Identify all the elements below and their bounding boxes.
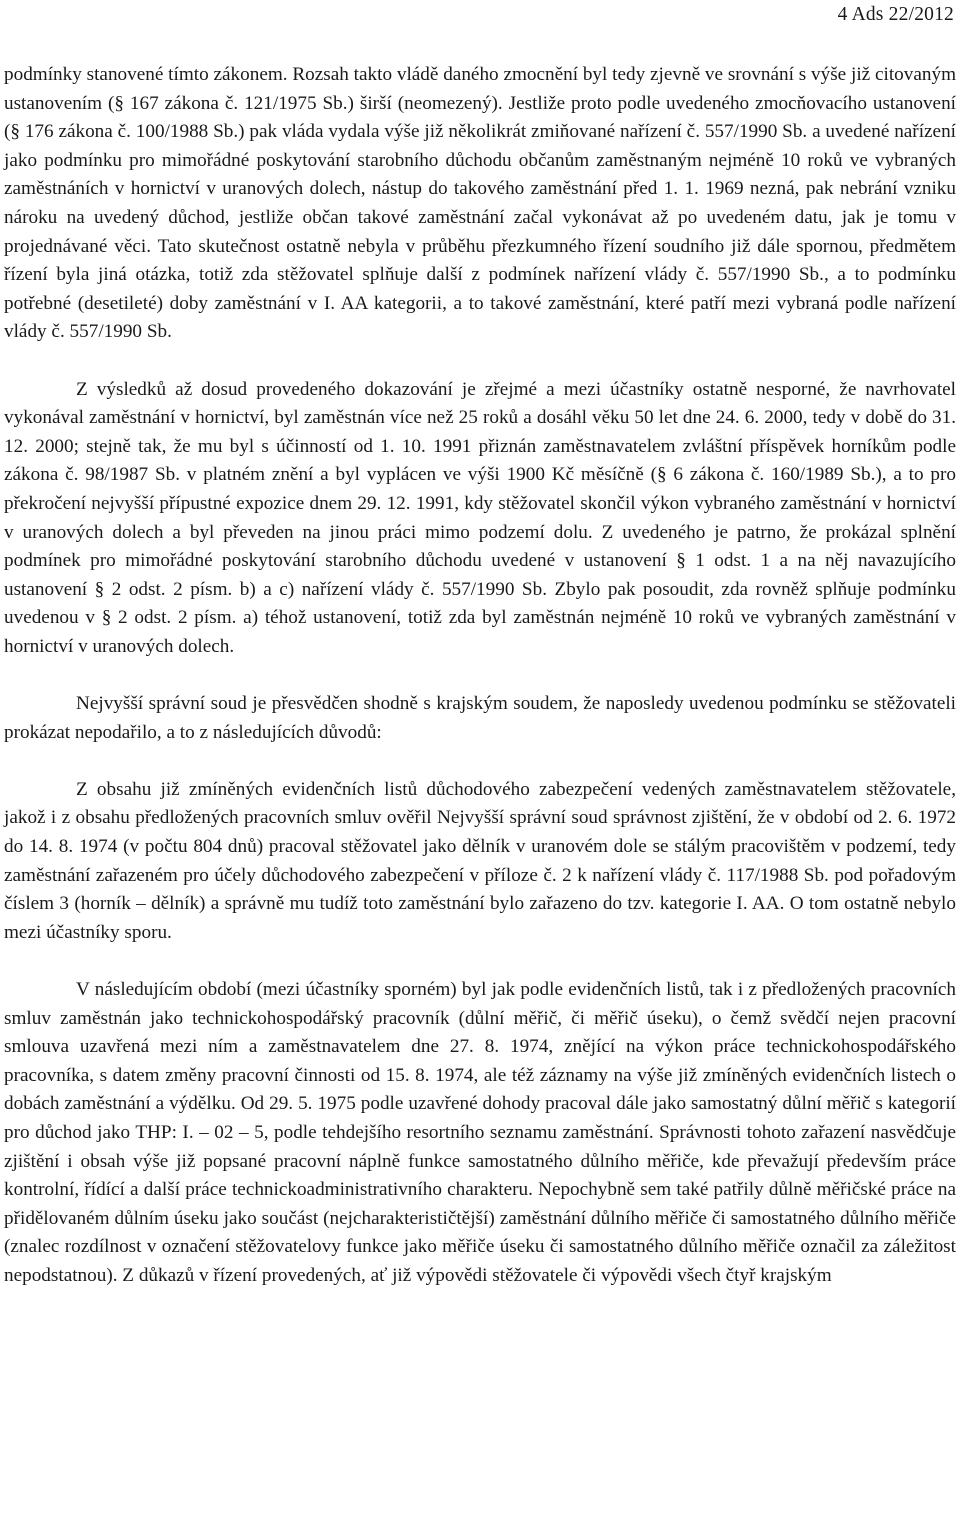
document-body <box>4 61 956 1291</box>
paragraph-employment-records: Z obsahu již zmíněných evidenčních listů důchodového zabezpečení vedených zaměstnavatelem stěžovatele, jakož i z obsahu předložených pracovních smluv ověřil Nejvyšší správní soud správnost zjištění, že v období od 2. 6. 1972 do 14. 8. 1974 (v počtu 804 dnů) pracoval stěžovatel jako dělník v uranovém dole se stálým pracovištěm v podzemí, tedy zaměstnání zařazeném pro účely důchodového zabezpečení v příloze č. 2 k nařízení vlády č. 117/1988 Sb. pod pořadovým číslem 3 (horník – dělník) a správně mu tudíž toto zaměstnání bylo zařazeno do tzv. kategorie I. AA. O tom ostatně nebylo mezi účastníky sporu. <box>4 778 956 943</box>
paragraph-evidence-findings: Z výsledků až dosud provedeného dokazování je zřejmé a mezi účastníky ostatně nesporné, že navrhovatel vykonával zaměstnání v hornictví, byl zaměstnán více než 25 roků a dosáhl věku 50 let dne 24. 6. 2000, tedy v době do 31. 12. 2000; stejně tak, že mu byl s účinností od 1. 10. 1991 přiznán zaměstnavatelem zvláštní příspěvek horníkům podle zákona č. 98/1987 Sb. v platném znění a byl vyplácen ve výši 1900 Kč měsíčně (§ 6 zákona č. 160/1989 Sb.), a to pro překročení nejvyšší přípustné expozice dnem 29. 12. 1991, kdy stěžovatel skončil výkon vybraného zaměstnání v hornictví v uranových dolech a byl převeden na jinou práci mimo podzemí dolu. Z uvedeného je patrno, že prokázal splnění podmínek pro mimořádné poskytování starobního důchodu uvedené v ustanovení § 1 odst. 1 a na něj navazujícího ustanovení § 2 odst. 2 písm. b) a c) nařízení vlády č. 557/1990 Sb. Zbylo pak posoudit, zda rovněž splňuje podmínku uvedenou v § 2 odst. 2 písm. a) téhož ustanovení, totiž zda byl zaměstnán nejméně 10 roků ve vybraných zaměstnání v hornictví v uranových dolech. <box>4 378 956 657</box>
paragraph-following-period: V následujícím období (mezi účastníky sporném) byl jak podle evidenčních listů, tak i z předložených pracovních smluv zaměstnán jako technickohospodářský pracovník (důlní měřič, či měřič úseku), o čemž svědčí nejen pracovní smlouva uzavřená mezi ním a zaměstnavatelem dne 27. 8. 1974, znějící na výkon práce technickohospodářského pracovníka, s datem změny pracovní činnosti od 15. 8. 1974, ale též záznamy na výše již zmíněných evidenčních listech o dobách zaměstnání a výdělku. Od 29. 5. 1975 podle uzavřené dohody pracoval dále jako samostatný důlní měřič s kategorií pro důchod jako THP: I. – 02 – 5, podle tehdejšího resortního seznamu zaměstnání. Správnosti tohoto zařazení nasvědčuje zjištění i obsah výše již popsané pracovní náplně funkce samostatného důlního měřiče, kde převažují především práce kontrolní, řídící a další práce technickoadministrativního charakteru. Nepochybně sem také patřily důlně měřičské práce na přidělovaném důlním úseku jako součást (nejcharakterističtější) zaměstnání důlního měřiče či samostatného důlního měřiče (znalec rozdílnost v označení stěžovatelovy funkce jako měřiče úseku či samostatného důlního měřiče označil za záležitost nepodstatnou). Z důkazů v řízení provedených, ať již výpovědi stěžovatele či výpovědi všech čtyř krajským <box>4 979 956 1286</box>
paragraph-court-conclusion: Nejvyšší správní soud je přesvědčen shodně s krajským soudem, že naposledy uvedenou podmínku se stěžovateli prokázat nepodařilo, a to z následujících důvodů: <box>4 693 956 743</box>
paragraph-gap <box>4 347 956 376</box>
paragraph-gap <box>4 661 956 690</box>
case-number-header: 4 Ads 22/2012 <box>837 4 954 25</box>
paragraph-gap <box>4 947 956 976</box>
paragraph-gap <box>4 747 956 776</box>
paragraph-continuation: podmínky stanovené tímto zákonem. Rozsah takto vládě daného zmocnění byl tedy zjevně ve srovnání s výše již citovaným ustanovením (§ 167 zákona č. 121/1975 Sb.) širší (neomezený). Jestliže proto podle uvedeného zmocňovacího ustanovení (§ 176 zákona č. 100/1988 Sb.) pak vláda vydala výše již několikrát zmiňované nařízení č. 557/1990 Sb. a uvedené nařízení jako podmínku pro mimořádné poskytování starobního důchodu občanům zaměstnaným nejméně 10 roků ve vybraných zaměstnáních v hornictví v uranových dolech, nástup do takového zaměstnání před 1. 1. 1969 nezná, pak nebrání vzniku nároku na uvedený důchod, jestliže občan takové zaměstnání začal vykonávat až po uvedeném datu, jak je tomu v projednávané věci. Tato skutečnost ostatně nebyla v průběhu přezkumného řízení soudního již dále spornou, předmětem řízení byla jiná otázka, totiž zda stěžovatel splňuje další z podmínek nařízení vlády č. 557/1990 Sb., a to podmínku potřebné (desetileté) doby zaměstnání v I. AA kategorii, a to takové zaměstnání, které patří mezi vybraná podle nařízení vlády č. 557/1990 Sb. <box>4 64 956 343</box>
